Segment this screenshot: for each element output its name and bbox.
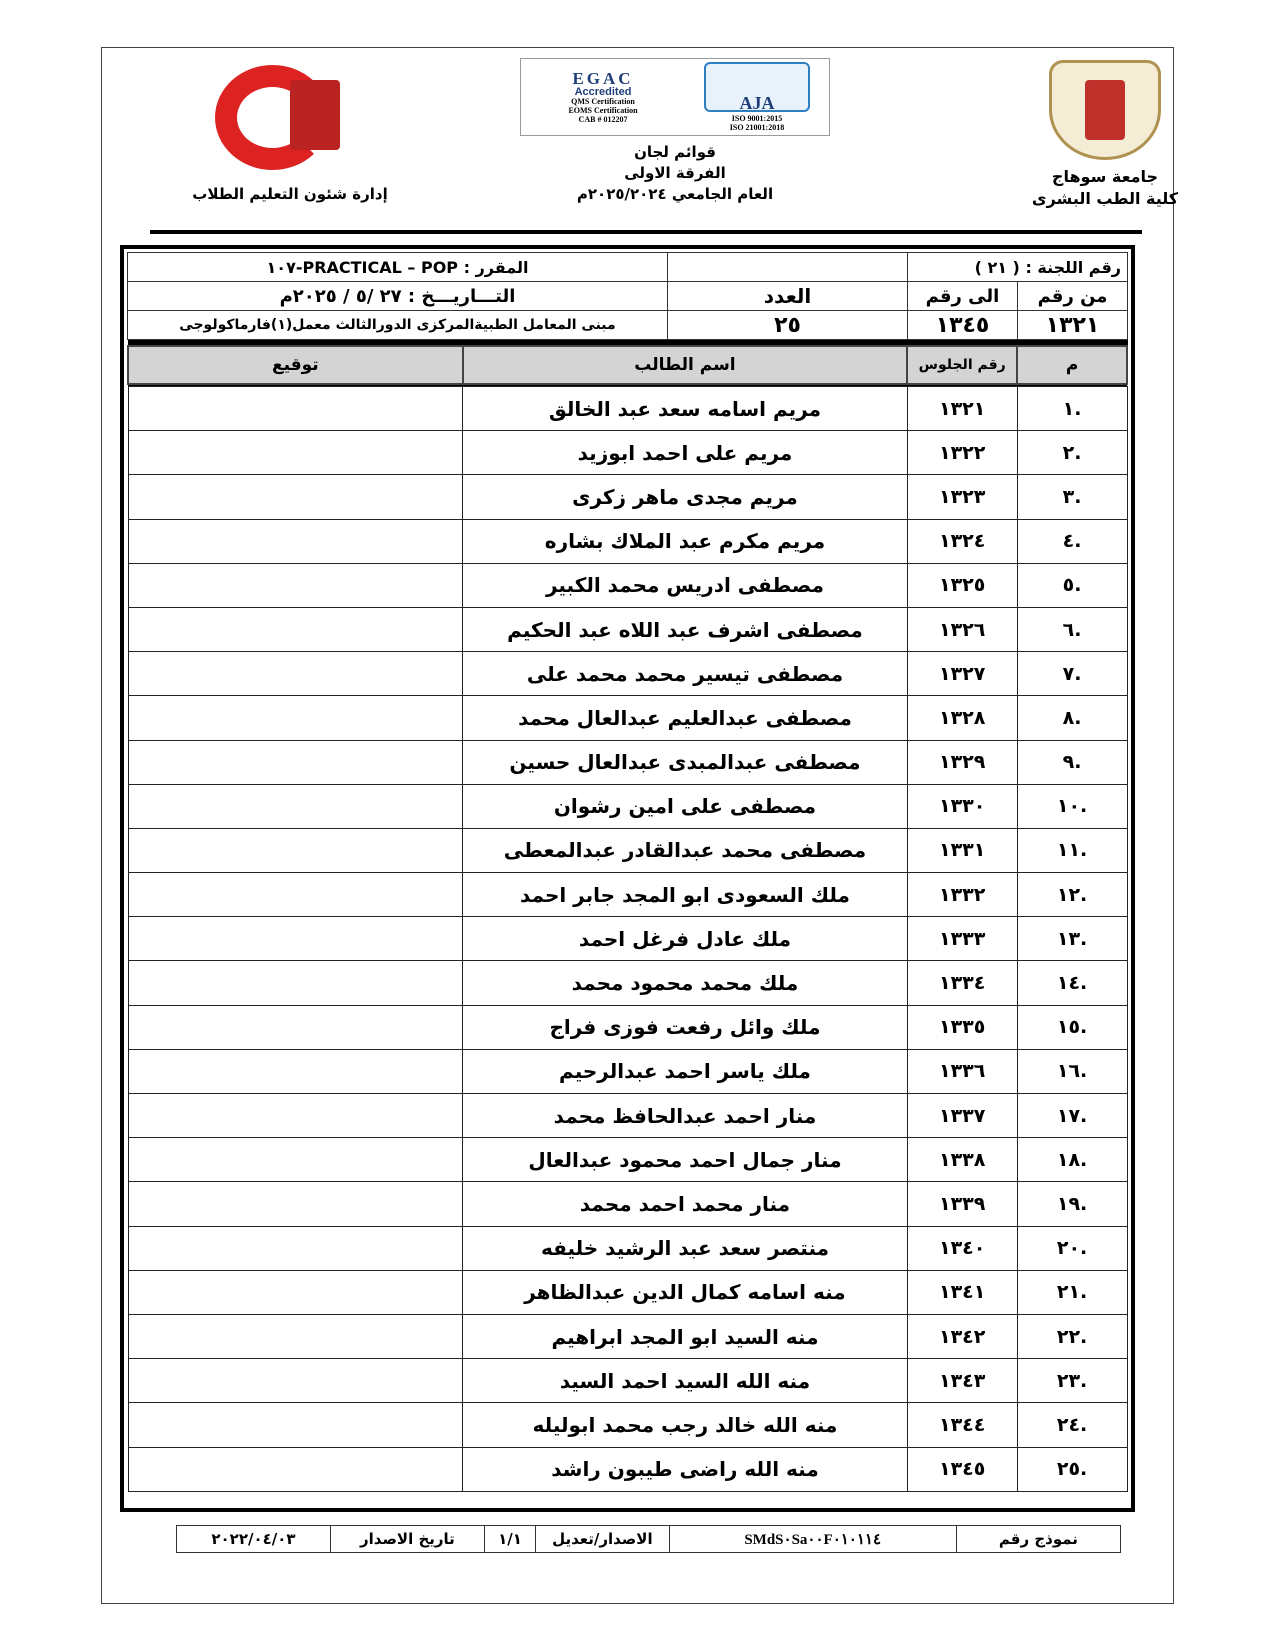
- row-index: .٢٤: [1017, 1403, 1127, 1447]
- table-row: [128, 1094, 1127, 1138]
- row-index: .١١: [1017, 828, 1127, 872]
- table-row: [128, 784, 1127, 828]
- col-signature: توقيع: [128, 346, 463, 384]
- faculty-name: كلية الطب البشرى: [1031, 189, 1179, 208]
- student-name: منتصر سعد عبد الرشيد خليفه: [463, 1226, 908, 1270]
- seat-number: ١٣٢١: [907, 387, 1017, 431]
- row-index: .١٨: [1017, 1138, 1127, 1182]
- row-index: .١٤: [1017, 961, 1127, 1005]
- signature-cell[interactable]: [128, 696, 463, 740]
- row-index: .٢٢: [1017, 1314, 1127, 1358]
- student-name: مريم مكرم عبد الملاك بشاره: [463, 519, 908, 563]
- student-name: مصطفى ادريس محمد الكبير: [463, 563, 908, 607]
- seat-number: ١٣٤٥: [907, 1447, 1017, 1491]
- faculty-logo: [205, 60, 375, 175]
- header-divider: [150, 230, 1142, 234]
- table-row: [128, 1138, 1127, 1182]
- committee-number: رقم اللجنة : ( ٢١ ): [908, 253, 1128, 282]
- seat-number: ١٣٢٦: [907, 607, 1017, 651]
- signature-cell[interactable]: [128, 607, 463, 651]
- table-row: [128, 917, 1127, 961]
- signature-cell[interactable]: [128, 961, 463, 1005]
- signature-cell[interactable]: [128, 740, 463, 784]
- seat-number: ١٣٢٨: [907, 696, 1017, 740]
- form-footer: [176, 1525, 1121, 1553]
- signature-cell[interactable]: [128, 1447, 463, 1491]
- row-index: .٢: [1017, 431, 1127, 475]
- table-row: [128, 1005, 1127, 1049]
- student-name: ملك وائل رفعت فوزى فراج: [463, 1005, 908, 1049]
- revision: ١/١: [484, 1526, 535, 1553]
- student-name: ملك السعودى ابو المجد جابر احمد: [463, 873, 908, 917]
- signature-cell[interactable]: [128, 1359, 463, 1403]
- row-index: .٣: [1017, 475, 1127, 519]
- student-name: منه الله السيد احمد السيد: [463, 1359, 908, 1403]
- count-label: العدد: [668, 282, 908, 311]
- row-index: .٦: [1017, 607, 1127, 651]
- to-label: الى رقم: [908, 282, 1018, 311]
- exam-date: التـــاريـــخ : ٢٧ /٥ / ٢٠٢٥م: [128, 282, 668, 311]
- signature-cell[interactable]: [128, 784, 463, 828]
- table-row: [128, 1359, 1127, 1403]
- cert-line: CAB # 012207: [578, 115, 628, 124]
- signature-cell[interactable]: [128, 873, 463, 917]
- university-name: جامعة سوهاج: [1051, 167, 1159, 186]
- table-row: [128, 652, 1127, 696]
- cert-line: QMS Certification: [571, 97, 635, 106]
- signature-cell[interactable]: [128, 917, 463, 961]
- form-number: SMdS٠Sa٠٠F٠١٠١١٤: [669, 1526, 956, 1553]
- academic-year: العام الجامعي ٢٠٢٥/٢٠٢٤م: [576, 185, 774, 203]
- signature-cell[interactable]: [128, 1094, 463, 1138]
- iso-line: ISO 9001:2015: [731, 114, 783, 123]
- student-name: منار جمال احمد محمود عبدالعال: [463, 1138, 908, 1182]
- doc-title: قوائم لجان: [634, 143, 716, 161]
- department-header: [180, 60, 400, 203]
- signature-cell[interactable]: [128, 1270, 463, 1314]
- table-row: [128, 387, 1127, 431]
- document-title-block: [520, 58, 830, 205]
- row-index: .٢٠: [1017, 1226, 1127, 1270]
- row-index: .٢٥: [1017, 1447, 1127, 1491]
- table-row: [128, 431, 1127, 475]
- table-row: [128, 475, 1127, 519]
- table-row: [128, 1314, 1127, 1358]
- student-name: منه الله راضى طيبون راشد: [463, 1447, 908, 1491]
- row-index: .٢٣: [1017, 1359, 1127, 1403]
- seat-number: ١٣٤٤: [907, 1403, 1017, 1447]
- aja-logo: [697, 62, 817, 132]
- table-row: [128, 607, 1127, 651]
- row-index: .١٣: [1017, 917, 1127, 961]
- course: المقرر : PRACTICAL – POP-١٠٧: [128, 253, 668, 282]
- to-number: ١٣٤٥: [908, 311, 1018, 340]
- row-index: .١٧: [1017, 1094, 1127, 1138]
- student-name: منه الله خالد رجب محمد ابوليله: [463, 1403, 908, 1447]
- university-crest-logo: [1049, 60, 1161, 160]
- seat-number: ١٣٤٢: [907, 1314, 1017, 1358]
- student-name: مريم مجدى ماهر زكرى: [463, 475, 908, 519]
- student-name: منه اسامه كمال الدين عبدالظاهر: [463, 1270, 908, 1314]
- exam-location: مبنى المعامل الطبيةالمركزى الدورالثالث معمل(١)فارماكولوجى: [128, 311, 668, 340]
- seat-number: ١٣٣٦: [907, 1049, 1017, 1093]
- student-name: منار محمد احمد محمد: [463, 1182, 908, 1226]
- col-seat-number: رقم الجلوس: [907, 346, 1017, 384]
- table-row: [128, 519, 1127, 563]
- iso-line: ISO 21001:2018: [729, 123, 785, 132]
- student-name: منار احمد عبدالحافظ محمد: [463, 1094, 908, 1138]
- signature-cell[interactable]: [128, 652, 463, 696]
- student-name: مريم اسامه سعد عبد الخالق: [463, 387, 908, 431]
- row-index: .٩: [1017, 740, 1127, 784]
- student-name: ملك عادل فرغل احمد: [463, 917, 908, 961]
- table-row: [128, 696, 1127, 740]
- from-number: ١٣٢١: [1018, 311, 1128, 340]
- student-name: مصطفى محمد عبدالقادر عبدالمعطى: [463, 828, 908, 872]
- table-row: [128, 563, 1127, 607]
- signature-cell[interactable]: [128, 431, 463, 475]
- seat-number: ١٣٣٧: [907, 1094, 1017, 1138]
- table-row: [128, 1049, 1127, 1093]
- signature-cell[interactable]: [128, 828, 463, 872]
- student-name: مصطفى عبدالمبدى عبدالعال حسين: [463, 740, 908, 784]
- seat-number: ١٣٣٣: [907, 917, 1017, 961]
- row-index: .٢١: [1017, 1270, 1127, 1314]
- seat-number: ١٣٣٠: [907, 784, 1017, 828]
- signature-cell[interactable]: [128, 1226, 463, 1270]
- cert-line: EOMS Certification: [568, 106, 638, 115]
- row-index: .١: [1017, 387, 1127, 431]
- row-index: .٤: [1017, 519, 1127, 563]
- table-row: [128, 873, 1127, 917]
- seat-number: ١٣٤٣: [907, 1359, 1017, 1403]
- seat-number: ١٣٢٣: [907, 475, 1017, 519]
- row-index: .١٢: [1017, 873, 1127, 917]
- egac-accredited: Accredited: [574, 86, 632, 98]
- row-index: .٧: [1017, 652, 1127, 696]
- table-row: [128, 1226, 1127, 1270]
- seat-number: ١٣٣٤: [907, 961, 1017, 1005]
- egac-text: EGAC: [572, 69, 634, 88]
- row-index: .١٠: [1017, 784, 1127, 828]
- student-count: ٢٥: [668, 311, 908, 340]
- student-name: ملك ياسر احمد عبدالرحيم: [463, 1049, 908, 1093]
- aja-text: AJA: [704, 62, 810, 112]
- table-row: [128, 961, 1127, 1005]
- seat-number: ١٣٤٠: [907, 1226, 1017, 1270]
- signature-cell[interactable]: [128, 475, 463, 519]
- seat-number: ١٣٣١: [907, 828, 1017, 872]
- seat-number: ١٣٣٢: [907, 873, 1017, 917]
- signature-cell[interactable]: [128, 1182, 463, 1226]
- col-student-name: اسم الطالب: [463, 346, 908, 384]
- student-name: ملك محمد محمود محمد: [463, 961, 908, 1005]
- signature-cell[interactable]: [128, 387, 463, 431]
- university-header: [1025, 60, 1185, 210]
- signature-cell[interactable]: [128, 1403, 463, 1447]
- row-index: .١٦: [1017, 1049, 1127, 1093]
- from-label: من رقم: [1018, 282, 1128, 311]
- row-index: .١٩: [1017, 1182, 1127, 1226]
- student-name: مصطفى عبدالعليم عبدالعال محمد: [463, 696, 908, 740]
- table-row: [128, 1270, 1127, 1314]
- signature-cell[interactable]: [128, 1005, 463, 1049]
- seat-number: ١٣٤١: [907, 1270, 1017, 1314]
- year-level: الفرقة الاولى: [624, 164, 726, 182]
- issue-date: ٢٠٢٢/٠٤/٠٣: [177, 1526, 331, 1553]
- table-row: [128, 740, 1127, 784]
- student-name: مصطفى تيسير محمد محمد على: [463, 652, 908, 696]
- signature-cell[interactable]: [128, 563, 463, 607]
- signature-cell[interactable]: [128, 1138, 463, 1182]
- issue-date-label: تاريخ الاصدار: [330, 1526, 484, 1553]
- certification-logos: [520, 58, 830, 136]
- student-name: مريم على احمد ابوزيد: [463, 431, 908, 475]
- seat-number: ١٣٢٤: [907, 519, 1017, 563]
- seat-number: ١٣٣٨: [907, 1138, 1017, 1182]
- student-name: مصطفى اشرف عبد اللاه عبد الحكيم: [463, 607, 908, 651]
- committee-table: [120, 245, 1135, 1512]
- seat-number: ١٣٢٩: [907, 740, 1017, 784]
- row-index: .٨: [1017, 696, 1127, 740]
- seat-number: ١٣٢٢: [907, 431, 1017, 475]
- row-index: .١٥: [1017, 1005, 1127, 1049]
- form-label: نموذج رقم: [956, 1526, 1120, 1553]
- seat-number: ١٣٣٥: [907, 1005, 1017, 1049]
- table-row: [128, 828, 1127, 872]
- seat-number: ١٣٣٩: [907, 1182, 1017, 1226]
- table-row: [128, 1182, 1127, 1226]
- seat-number: ١٣٢٧: [907, 652, 1017, 696]
- department-name: إدارة شئون التعليم الطلاب: [192, 185, 388, 203]
- table-row: [128, 1403, 1127, 1447]
- revision-label: الاصدار/تعديل: [536, 1526, 669, 1553]
- student-name: مصطفى على امين رشوان: [463, 784, 908, 828]
- student-name: منه السيد ابو المجد ابراهيم: [463, 1314, 908, 1358]
- col-index: م: [1017, 346, 1127, 384]
- table-row: [128, 1447, 1127, 1491]
- signature-cell[interactable]: [128, 519, 463, 563]
- row-index: .٥: [1017, 563, 1127, 607]
- egac-logo: [533, 70, 673, 124]
- signature-cell[interactable]: [128, 1049, 463, 1093]
- seat-number: ١٣٢٥: [907, 563, 1017, 607]
- signature-cell[interactable]: [128, 1314, 463, 1358]
